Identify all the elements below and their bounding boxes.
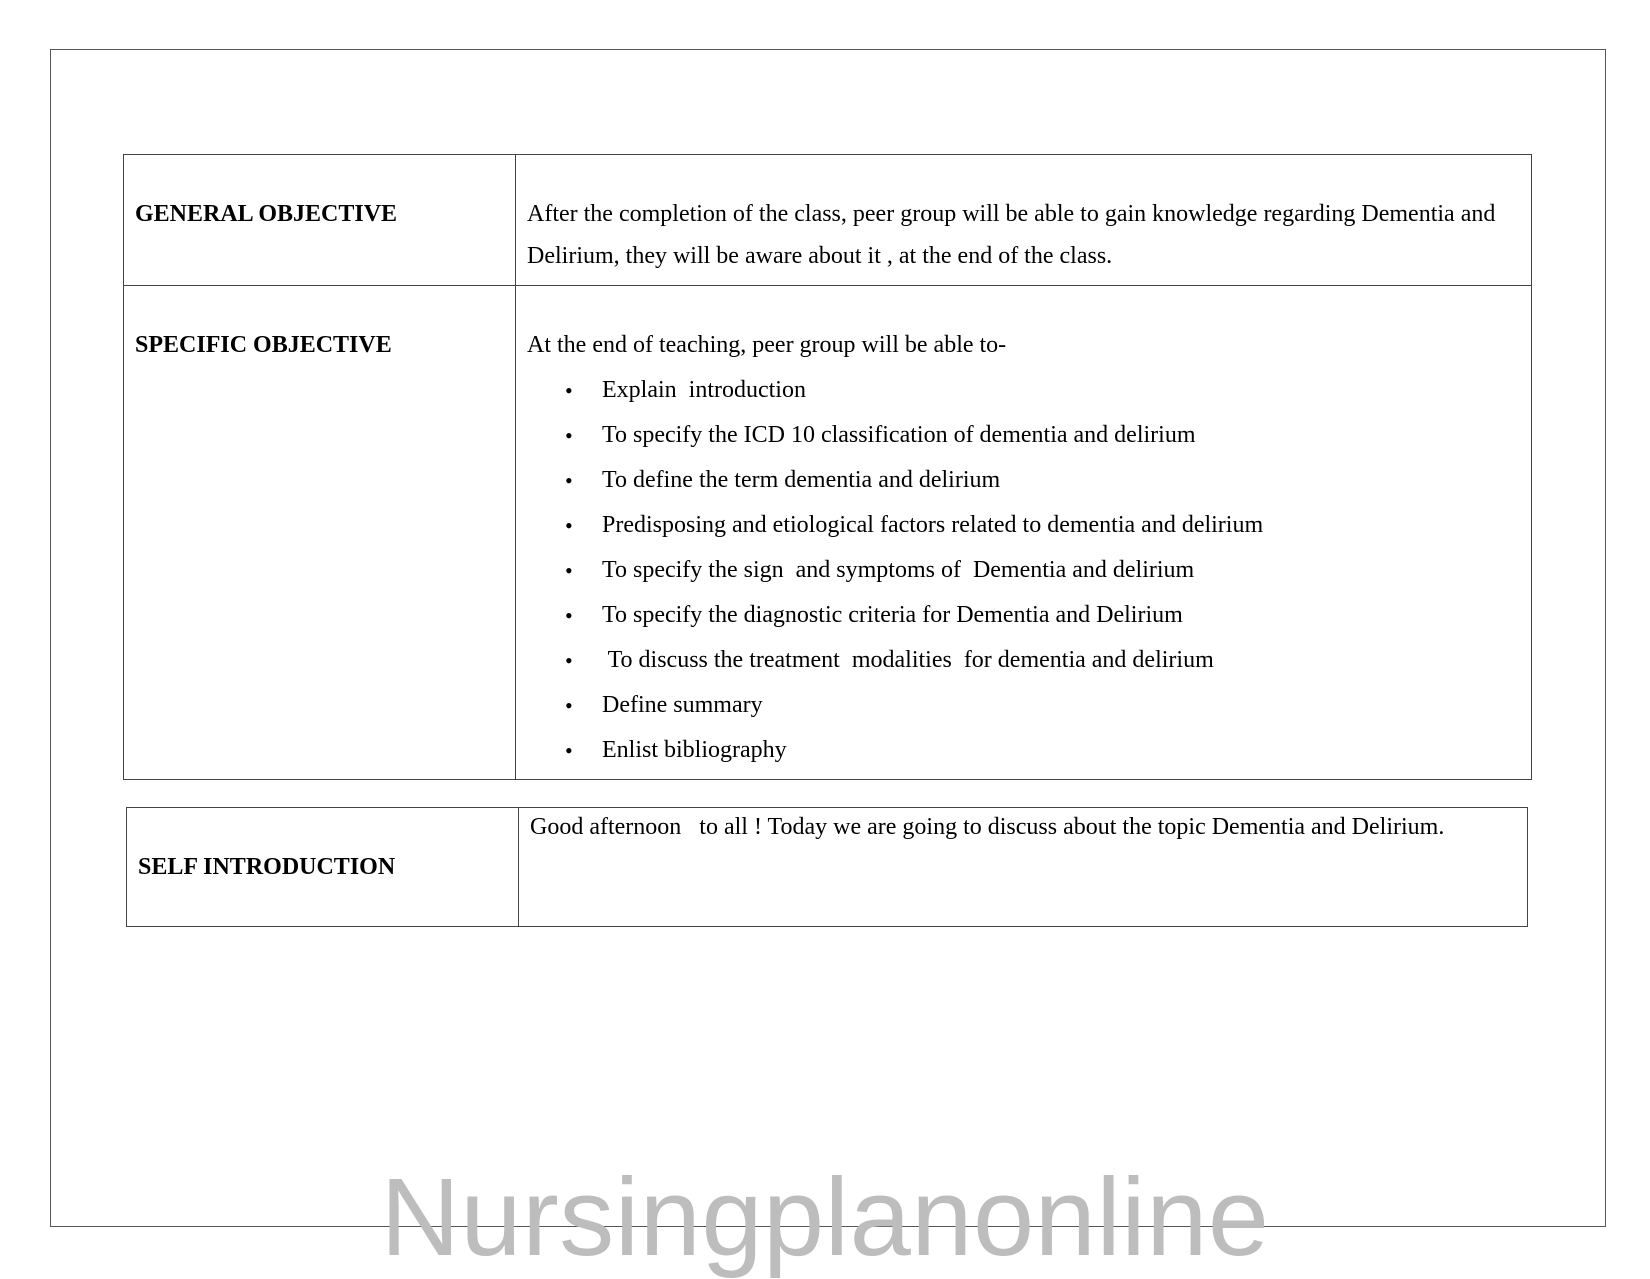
list-item-text: To specify the diagnostic criteria for Dementia and Delirium xyxy=(602,602,1183,628)
general-objective-label: GENERAL OBJECTIVE xyxy=(124,155,516,286)
list-item xyxy=(527,368,1521,413)
bullet-icon: • xyxy=(565,468,573,493)
specific-objective-list xyxy=(527,368,1521,773)
general-objective-row xyxy=(124,155,1532,286)
list-item-text: Enlist bibliography xyxy=(602,737,787,763)
bullet-icon: • xyxy=(565,423,573,448)
objectives-table xyxy=(123,154,1532,780)
general-objective-text: After the completion of the class, peer group will be able to gain knowledge regarding Dementia and Delirium, they will be aware about it , at the end of the class. xyxy=(516,155,1532,286)
specific-objective-label: SPECIFIC OBJECTIVE xyxy=(124,286,516,780)
list-item-text: To specify the sign and symptoms of Dementia and delirium xyxy=(602,557,1195,583)
bullet-icon: • xyxy=(565,558,573,583)
bullet-icon: • xyxy=(565,513,573,538)
bullet-icon: • xyxy=(565,693,573,718)
list-item-text: Define summary xyxy=(602,692,763,718)
bullet-icon: • xyxy=(565,738,573,763)
list-item xyxy=(527,413,1521,458)
specific-objective-intro: At the end of teaching, peer group will be able to- xyxy=(527,332,1007,358)
list-item xyxy=(527,503,1521,548)
self-introduction-table xyxy=(126,807,1528,927)
list-item-text: Explain introduction xyxy=(602,377,806,403)
list-item-text: To discuss the treatment modalities for dementia and delirium xyxy=(602,647,1214,673)
self-introduction-text: Good afternoon to all ! Today we are going to discuss about the topic Dementia and Delirium. xyxy=(519,808,1528,927)
bullet-icon: • xyxy=(565,378,573,403)
list-item-text: To define the term dementia and delirium xyxy=(602,467,1001,493)
bullet-icon: • xyxy=(565,603,573,628)
list-item xyxy=(527,683,1521,728)
specific-objective-row xyxy=(124,286,1532,780)
list-item xyxy=(527,638,1521,683)
list-item xyxy=(527,728,1521,773)
watermark-text: Nursingplanonline xyxy=(380,1156,1270,1279)
list-item-text: To specify the ICD 10 classification of dementia and delirium xyxy=(602,422,1196,448)
self-introduction-row xyxy=(127,808,1528,927)
specific-objective-cell xyxy=(516,286,1532,780)
list-item xyxy=(527,458,1521,503)
self-introduction-label: SELF INTRODUCTION xyxy=(127,808,519,927)
list-item xyxy=(527,593,1521,638)
list-item xyxy=(527,548,1521,593)
list-item-text: Predisposing and etiological factors related to dementia and delirium xyxy=(602,512,1264,538)
bullet-icon: • xyxy=(565,648,573,673)
